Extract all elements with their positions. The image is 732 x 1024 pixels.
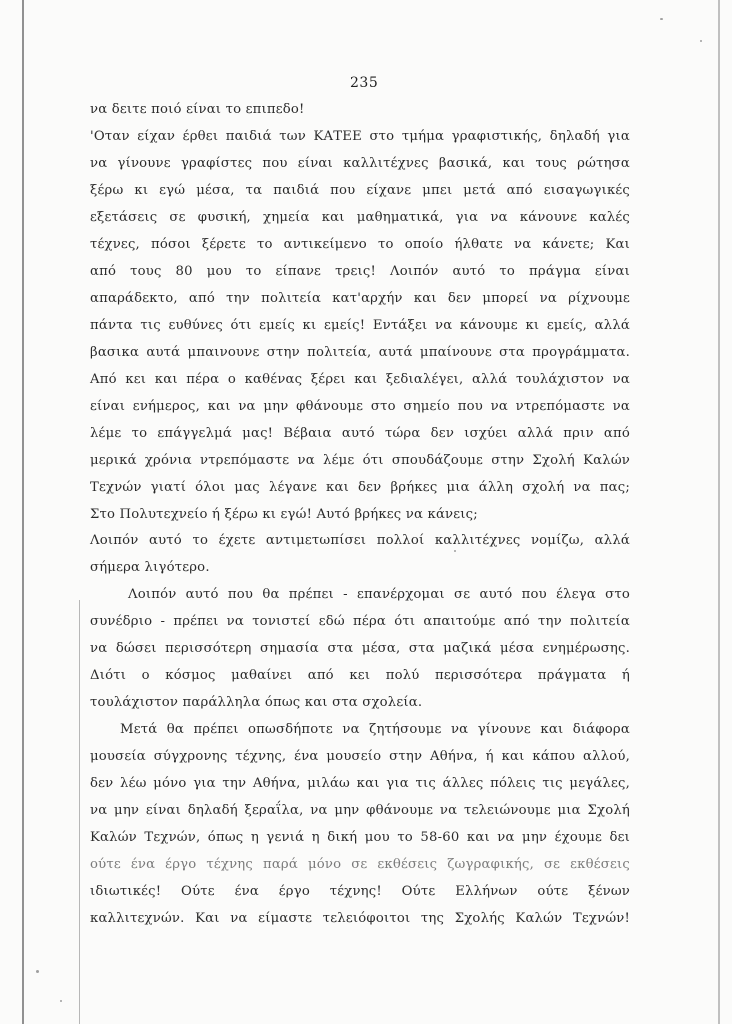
text-line: ιδιωτικές! Ούτε ένα έργο τέχνης! Ούτε Ελλήνων ούτε ξένων <box>90 884 630 899</box>
text-line: τέχνες, πόσοι ξέρετε το αντικείμενο το οποίο ήλθατε να κάνετε; Και <box>90 237 630 252</box>
text-line: να δειτε ποιό είναι το επιπεδο! <box>90 102 305 117</box>
text-line: βασικα αυτά μπαινουνε στην πολιτεία, αυτά μπαίνουνε στα προγράμματα. <box>90 345 630 360</box>
text-line: Από κει και πέρα ο καθένας ξέρει και ξεδιαλέγει, αλλά τουλάχιστον να <box>90 372 630 387</box>
text-line: Καλών Τεχνών, όπως η γενιά η δική μου το 58-60 και να μην έχουμε δει <box>90 830 630 845</box>
fold-line <box>79 600 80 1024</box>
text-line: Λοιπόν αυτό που θα πρέπει - επανέρχομαι σε αυτό που έλεγα στο <box>128 587 630 602</box>
text-line: να μην είναι δηλαδή ξεραΐλα, να μην φθάνουμε να τελειώνουμε μια Σχολή <box>90 803 630 818</box>
text-line: ούτε ένα έργο τέχνης παρά μόνο σε εκθέσεις ζωγραφικής, σε εκθέσεις <box>90 857 630 872</box>
text-line: Μετά θα πρέπει οπωσδήποτε να ζητήσουμε να γίνουνε και διάφορα <box>120 722 630 737</box>
text-line: απαράδεκτο, από την πολιτεία κατ'αρχήν και δεν μπορεί να ρίχνουμε <box>90 291 630 306</box>
text-line: πάντα τις ευθύνες ότι εμείς κι εμείς! Εντάξει να κάνουμε κι εμείς, αλλά <box>90 318 630 333</box>
text-line: Στο Πολυτεχνείο ή ξέρω κι εγώ! Αυτό βρήκες να κάνεις; <box>90 507 478 522</box>
scan-speck <box>660 18 663 20</box>
scan-speck <box>700 40 702 42</box>
text-line: καλλιτεχνών. Και να είμαστε τελειόφοιτοι της Σχολής Καλών Τεχνών! <box>90 911 630 926</box>
scan-speck <box>60 1000 62 1002</box>
text-line: εξετάσεις σε φυσική, χημεία και μαθηματικά, για να κάνουνε καλές <box>90 210 630 225</box>
text-line: ξέρω κι εγώ μέσα, τα παιδιά που είχανε μπει μετά από εισαγωγικές <box>90 183 630 198</box>
text-line: δεν λέω μόνο για την Αθήνα, μιλάω και για τις άλλες πόλεις τις μεγάλες, <box>90 776 630 791</box>
scan-speck <box>454 550 456 552</box>
text-line: να γίνουνε γραφίστες που είναι καλλιτέχνες βασικά, και τους ρώτησα <box>90 156 630 171</box>
text-line: λέμε το επάγγελμά μας! Βέβαια αυτό τώρα δεν ισχύει αλλά πριν από <box>90 426 630 441</box>
page-number: 235 <box>350 75 379 91</box>
text-line: να δώσει περισσότερη σημασία στα μέσα, στα μαζικά μέσα ενημέρωσης. <box>90 641 630 656</box>
left-margin-line <box>22 0 24 1024</box>
text-line: συνέδριο - πρέπει να τονιστεί εδώ πέρα ότι απαιτούμε από την πολιτεία <box>90 614 630 629</box>
text-line: μουσεία σύγχρονης τέχνης, ένα μουσείο στην Αθήνα, ή και κάπου αλλού, <box>90 749 630 764</box>
text-line: σήμερα λιγότερο. <box>90 560 210 575</box>
text-line: μερικά χρόνια ντρεπόμαστε να λέμε ότι σπουδάζουμε στην Σχολή Καλών <box>90 453 630 468</box>
text-line: είναι ενήμερος, και να μην φθάνουμε στο σημείο που να ντρεπόμαστε να <box>90 399 630 414</box>
text-line: τουλάχιστον παράλληλα όπως και στα σχολεία. <box>90 695 423 710</box>
right-page-edge <box>718 0 720 1024</box>
text-line: Τεχνών γιατί όλοι μας λέγανε και δεν βρήκες μια άλλη σχολή να πας; <box>90 480 630 495</box>
scan-speck <box>36 970 39 973</box>
text-line: Διότι ο κόσμος μαθαίνει από κει πολύ περισσότερα πράγματα ή <box>90 668 630 683</box>
text-line: 'Οταν είχαν έρθει παιδιά των ΚΑΤΕΕ στο τμήμα γραφιστικής, δηλαδή για <box>90 129 630 144</box>
text-line: Λοιπόν αυτό το έχετε αντιμετωπίσει πολλοί καλλιτέχνες νομίζω, αλλά <box>90 533 630 548</box>
text-line: από τους 80 μου το είπανε τρεις! Λοιπόν αυτό το πράγμα είναι <box>90 264 630 279</box>
